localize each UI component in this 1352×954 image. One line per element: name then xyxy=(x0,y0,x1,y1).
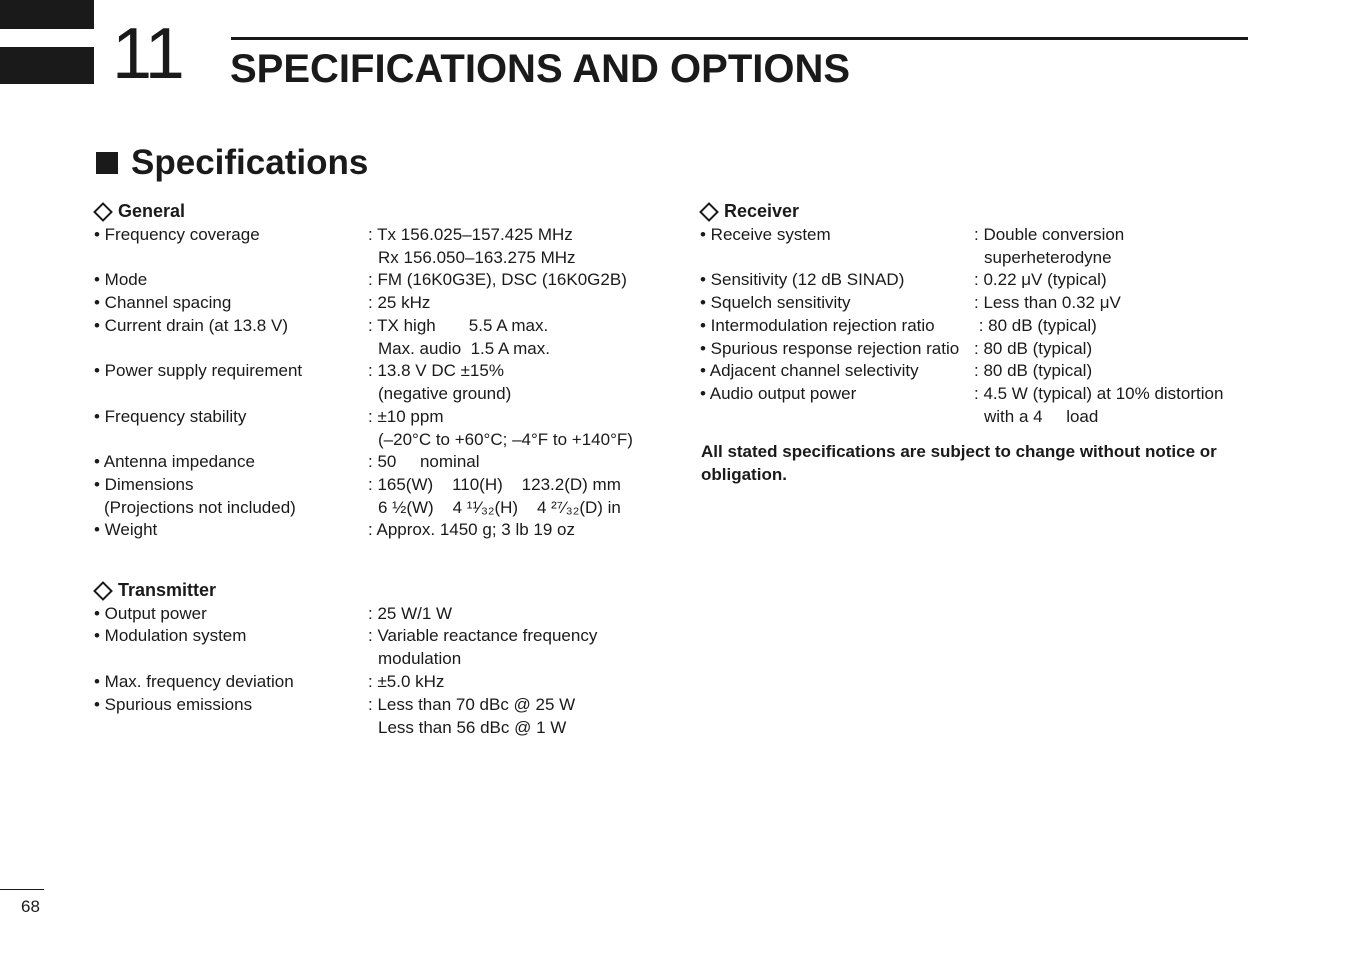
spec-value xyxy=(974,292,1121,315)
spec-value-line: : ±10 ppm xyxy=(368,407,444,426)
spec-value-line: : 80 dB (typical) xyxy=(974,316,1097,335)
spec-label-line: • Channel spacing xyxy=(94,293,232,312)
spec-label-line: • Mode xyxy=(94,270,148,289)
chapter-tab-bar-top xyxy=(0,0,94,29)
disclaimer-note: All stated specifications are subject to change without notice or obligation. xyxy=(701,442,1217,484)
chapter-title: SPECIFICATIONS AND OPTIONS xyxy=(230,47,851,91)
spec-label-line: • Spurious response rejection ratio xyxy=(700,339,960,358)
spec-label-line: (Projections not included) xyxy=(104,497,296,517)
page-number: 68 xyxy=(21,897,40,916)
spec-value-line: : ±5.0 kHz xyxy=(368,672,445,691)
spec-value xyxy=(368,603,452,626)
spec-value-line: : Less than 0.32 μV xyxy=(974,293,1121,312)
spec-value-line: : Variable reactance frequency xyxy=(368,626,598,645)
spec-label xyxy=(94,315,288,338)
spec-value xyxy=(368,315,550,360)
spec-label-line: • Current drain (at 13.8 V) xyxy=(94,316,288,335)
chapter-number: 11 xyxy=(112,14,183,94)
spec-value xyxy=(368,292,430,315)
spec-label xyxy=(94,671,294,694)
spec-value-line: : 13.8 V DC ±15% xyxy=(368,361,504,380)
spec-value-line: : 4.5 W (typical) at 10% distortion xyxy=(974,384,1224,403)
spec-value-line: (–20°C to +60°C; –4°F to +140°F) xyxy=(378,429,633,449)
spec-value-line: : TX high 5.5 A max. xyxy=(368,316,549,335)
spec-label-line: • Squelch sensitivity xyxy=(700,293,851,312)
spec-label xyxy=(94,292,231,315)
spec-label-line: • Dimensions xyxy=(94,475,194,494)
spec-value-line: : 25 kHz xyxy=(368,293,431,312)
spec-value xyxy=(368,269,627,292)
spec-value-line: modulation xyxy=(378,648,462,668)
spec-label xyxy=(94,694,252,717)
spec-label xyxy=(700,224,831,247)
spec-label-line: • Max. frequency deviation xyxy=(94,672,294,691)
spec-value-line: Rx 156.050–163.275 MHz xyxy=(378,247,576,267)
subheading-text: Transmitter xyxy=(118,580,217,600)
spec-label xyxy=(700,338,959,361)
spec-value xyxy=(974,315,1097,338)
spec-value xyxy=(974,383,1223,428)
subheading-receiver xyxy=(700,200,799,222)
spec-value xyxy=(974,224,1124,269)
spec-value xyxy=(368,671,444,694)
spec-value-line: superheterodyne xyxy=(984,247,1112,267)
spec-label xyxy=(700,269,904,292)
spec-value-line: (negative ground) xyxy=(378,383,512,403)
diamond-bullet-icon xyxy=(93,202,113,222)
spec-label-line: • Adjacent channel selectivity xyxy=(700,361,919,380)
page-number-rule xyxy=(0,889,44,890)
spec-label xyxy=(94,406,246,429)
spec-label xyxy=(700,383,856,406)
subheading-general xyxy=(94,200,185,222)
spec-label-line: • Spurious emissions xyxy=(94,695,253,714)
spec-value-line: Max. audio 1.5 A max. xyxy=(378,338,550,358)
spec-label xyxy=(94,360,302,383)
spec-value xyxy=(368,360,511,405)
spec-value-line: : Tx 156.025–157.425 MHz xyxy=(368,225,573,244)
spec-value-line: : 80 dB (typical) xyxy=(974,361,1093,380)
spec-label xyxy=(700,292,851,315)
spec-value-line: : FM (16K0G3E), DSC (16K0G2B) xyxy=(368,270,627,289)
spec-value xyxy=(368,694,575,739)
spec-value-line: : Double conversion xyxy=(974,225,1125,244)
spec-label xyxy=(94,625,246,648)
spec-value xyxy=(974,338,1092,361)
spec-label xyxy=(700,360,919,383)
spec-label-line: • Intermodulation rejection ratio xyxy=(700,316,935,335)
diamond-bullet-icon xyxy=(93,581,113,601)
section-heading xyxy=(96,140,368,186)
spec-label xyxy=(94,519,157,542)
spec-value-line: : 80 dB (typical) xyxy=(974,339,1093,358)
spec-label-line: • Output power xyxy=(94,604,207,623)
spec-value xyxy=(974,360,1092,383)
spec-value xyxy=(368,474,621,519)
spec-value xyxy=(368,451,480,474)
spec-value xyxy=(368,625,597,670)
spec-value-line: : 25 W/1 W xyxy=(368,604,453,623)
spec-value xyxy=(368,224,576,269)
spec-label xyxy=(94,224,260,247)
spec-value-line: : Approx. 1450 g; 3 lb 19 oz xyxy=(368,520,575,539)
spec-label-line: • Modulation system xyxy=(94,626,247,645)
diamond-bullet-icon xyxy=(699,202,719,222)
spec-label-line: • Frequency stability xyxy=(94,407,247,426)
chapter-tab-bar-bottom xyxy=(0,47,94,84)
spec-value xyxy=(974,269,1107,292)
section-title: Specifications xyxy=(131,143,369,182)
header-rule xyxy=(231,37,1248,40)
spec-label xyxy=(94,603,207,626)
spec-label-line: • Audio output power xyxy=(700,384,857,403)
subheading-transmitter xyxy=(94,579,216,601)
spec-label-line: • Sensitivity (12 dB SINAD) xyxy=(700,270,905,289)
spec-label-line: • Frequency coverage xyxy=(94,225,260,244)
spec-value-line: : 50 nominal xyxy=(368,452,480,471)
spec-value-line: : 165(W) 110(H) 123.2(D) mm xyxy=(368,475,621,494)
spec-value-line: 6 ½(W) 4 ¹¹⁄₃₂(H) 4 ²⁷⁄₃₂(D) in xyxy=(378,497,621,517)
spec-label-line: • Weight xyxy=(94,520,158,539)
spec-label xyxy=(94,269,147,292)
subheading-text: Receiver xyxy=(724,201,800,221)
square-bullet-icon xyxy=(96,152,118,174)
spec-value-line: : Less than 70 dBc @ 25 W xyxy=(368,695,576,714)
spec-label-line: • Power supply requirement xyxy=(94,361,303,380)
spec-value-line: with a 4 load xyxy=(984,406,1099,426)
spec-value-line: : 0.22 μV (typical) xyxy=(974,270,1107,289)
subheading-text: General xyxy=(118,201,186,221)
spec-value xyxy=(368,406,633,451)
spec-value xyxy=(368,519,575,542)
spec-label xyxy=(94,451,255,474)
spec-label-line: • Receive system xyxy=(700,225,831,244)
spec-label-line: • Antenna impedance xyxy=(94,452,255,471)
spec-label xyxy=(700,315,935,338)
spec-label xyxy=(94,474,296,519)
spec-value-line: Less than 56 dBc @ 1 W xyxy=(378,717,567,737)
